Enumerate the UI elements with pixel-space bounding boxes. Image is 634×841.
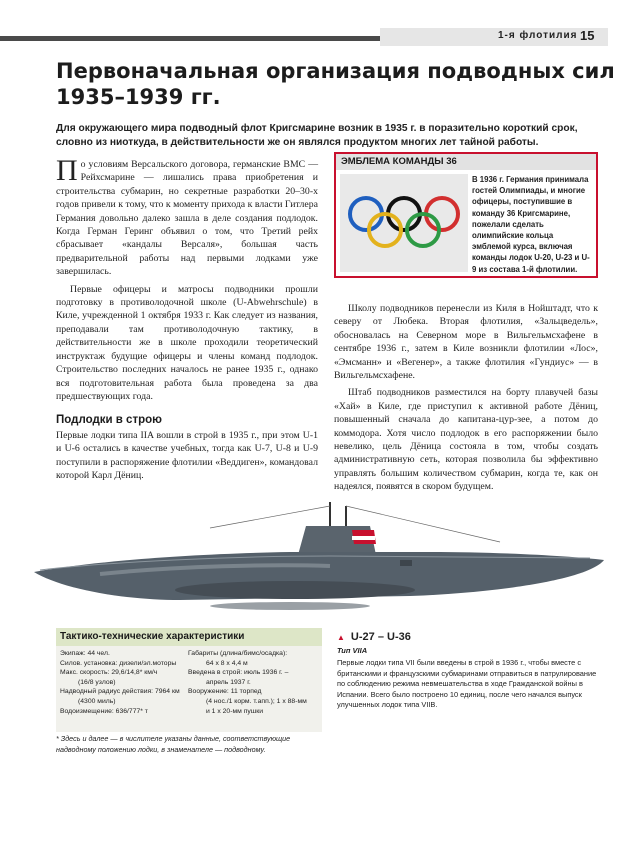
spec-powerplant: Силов. установка: дизели/эл.моторы bbox=[60, 659, 177, 667]
submarine-type: Тип VIIA bbox=[337, 646, 368, 655]
submarine-description: Первые лодки типа VII были введены в строй в 1936 г., чтобы вместе с британскими и французскими субмаринами отправиться в патрулирование по соблюдению режима невмешательства в ходе Гражданской войны в Испании. Всего было построено 10 единиц, после чего начался выпуск улучшенных лодок типа VIIB. bbox=[337, 658, 597, 710]
specs-left-column bbox=[60, 649, 186, 716]
specs-box bbox=[56, 628, 322, 732]
spec-crew: Экипаж: 44 чел. bbox=[60, 650, 110, 657]
spec-range-miles: (4300 миль) bbox=[78, 697, 116, 705]
spec-speed: Макс. скорость: 29,6/14,8* км/ч bbox=[60, 669, 158, 677]
spec-dimensions: Габариты (длина/бимс/осадка): bbox=[188, 650, 288, 657]
right-paragraph-2: Штаб подводников разместился на борту плавучей базы «Хай» в Киле, где приступил к активной работе Дёниц, повышенный сначала до капитана-цур-зее, а потом до коммодора. Хотя число подлодок в его распоряжении было невелико, цель Дёница состояла в том, чтобы создать административную сеть, которая позволила бы эффективно управлять большим количеством субмарин, когда те, как он надеялся, появятся в скором будущем. bbox=[334, 387, 598, 493]
running-header bbox=[0, 28, 608, 46]
triangle-up-icon: ▲ bbox=[337, 633, 345, 642]
footnote: * Здесь и далее — в числителе указаны данные, соответствующие надводному положению лодки, в знаменателе — подводному. bbox=[56, 734, 291, 754]
spec-armament: Вооружение: 11 торпед bbox=[188, 688, 262, 696]
emblem-box bbox=[334, 152, 598, 278]
paragraph-1-text: о условиям Версальского договора, германские ВМС — Рейхсмарине — лишались права приобретения и строительства субмарин, но секретные разработки 20–30-х годов привели к тому, что к моменту прихода к власти Гитлера Германия довольно далеко зашла в деле создания подлодок. Когда Герман Геринг объявил о том, что Третий рейх сбрасывает «кандалы Версаля», большая часть предварительной работы над первыми лодками уже завершилась. bbox=[56, 159, 318, 278]
spec-dimensions-value: 64 х 8 х 4,4 м bbox=[206, 659, 248, 667]
lead-paragraph: Для окружающего мира подводный флот Кригсмарине возник в 1935 г. в поразительно короткий срок, словно из ниоткуда, в действительности же он являлся продуктом многих лет тайной работы. bbox=[56, 123, 578, 148]
spec-displacement: Водоизмещение: 636/777* т bbox=[60, 707, 148, 715]
submarine-illustration bbox=[30, 500, 605, 612]
spec-armament-guns: и 1 х 20-мм пушки bbox=[206, 707, 264, 715]
left-column bbox=[56, 154, 318, 407]
specs-right-column bbox=[188, 649, 320, 716]
paragraph-1 bbox=[56, 154, 318, 279]
emblem-title: ЭМБЛЕМА КОМАНДЫ 36 bbox=[336, 154, 596, 170]
emblem-caption: В 1936 г. Германия принимала гостей Олимпиады, и многие офицеры, поступившие в команду 36 Кригсмарине, пожелали сделать олимпийские кольца эмблемой курса, включая команды лодок U-20, U-23 и U-9 из состава 1-й флотилии. bbox=[472, 175, 590, 274]
paragraph-2: Первые офицеры и матросы подводники прошли подготовку в противолодочной школе (U-Abwehrschule) в Киле, учрежденной 1 октября 1933 г. Как следует из названия, преподавали там противолодочную тактику, в действительности же в школе проходили теоретический инструктаж будущие офицеры и члены команд подлодок. Строительство последних началось не ранее 1935 г., однако вся подготовительная работа была проведена за два предшествующих года. bbox=[56, 283, 318, 402]
specs-heading: Тактико-технические характеристики bbox=[56, 628, 322, 646]
spec-speed-knots: (16/8 узлов) bbox=[78, 678, 116, 686]
section-body bbox=[56, 429, 318, 487]
submarine-name: U-27 – U-36 bbox=[350, 631, 411, 643]
submarine-name-row bbox=[337, 631, 411, 643]
right-column bbox=[334, 302, 598, 498]
page-title: Первоначальная организация подводных сил 1935–1939 гг. bbox=[56, 59, 615, 109]
spec-commissioned-end: апрель 1937 г. bbox=[206, 678, 251, 686]
header-rule bbox=[0, 36, 380, 41]
olympic-rings-icon bbox=[340, 174, 468, 272]
spec-commissioned: Введена в строй: июль 1936 г. – bbox=[188, 669, 289, 677]
page-number: 15 bbox=[580, 28, 595, 43]
spec-range: Надводный радиус действия: 7964 км bbox=[60, 688, 180, 696]
right-paragraph-1: Школу подводников перенесли из Киля в Нойштадт, что к северу от Любека. Вторая флотилия, «Зальцведель», обосновалась на Северном море в Вильгельмсхафене в сентябре 1936 г., затем в Киле возникли флотилии «Лос», «Эмсманн» и «Вегенер», а также флотилия «Гундиус» — в Вильгельмсхафене. bbox=[334, 303, 598, 382]
spec-armament-tubes: (4 нос./1 корм. т.апп.); 1 х 88-мм bbox=[206, 697, 307, 705]
flotilla-label: 1-я флотилия bbox=[498, 30, 578, 41]
section-paragraph: Первые лодки типа IIA вошли в строй в 1935 г., при этом U-1 и U-6 остались в качестве учебных, тогда как U-7, U-8 и U-9 поступили в распоряжение флотилии «Веддиген», командовал которой Карл Дёниц. bbox=[56, 430, 318, 482]
drop-cap: П bbox=[56, 154, 78, 187]
section-heading: Подлодки в строю bbox=[56, 414, 162, 426]
